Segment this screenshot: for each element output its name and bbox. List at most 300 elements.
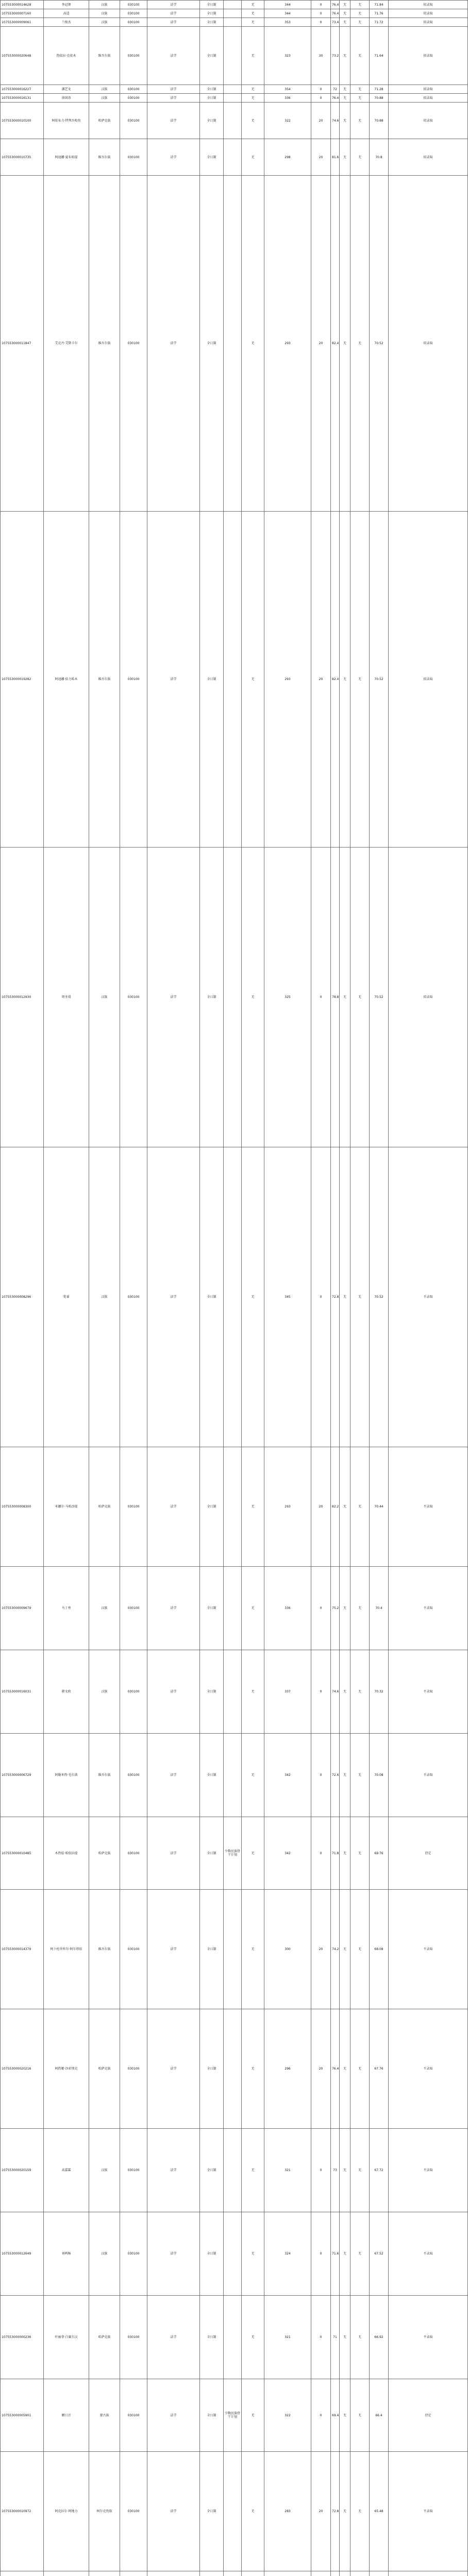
name-cell: 阿依布力·特列吾哈孜 [44,103,89,139]
major-name-cell: 法学 [147,2296,200,2379]
total-score-cell: 71.64 [370,27,389,85]
major-code-cell: 030100 [120,848,147,1147]
flag2-cell: 无 [350,2212,370,2296]
flag2-cell: 无 [350,2452,370,2571]
flag2-cell: 无 [350,103,370,139]
candidate-id-cell: 107553000016227 [1,85,44,94]
name-cell: 叶丽拿·白赛尔汉 [44,2296,89,2379]
flag1-cell: 无 [340,103,350,139]
flag2-cell: 无 [350,1650,370,1734]
retest-score-cell: 82.4 [331,176,340,512]
major-name-cell: 法学 [147,2009,200,2129]
total-score-cell: 66.4 [370,2379,389,2452]
flag2-cell: 无 [350,18,370,27]
study-mode-cell: 全日制 [200,1147,224,1447]
flag1-cell: 无 [340,1817,350,1890]
name-cell: 兰俊杰 [44,18,89,27]
table-row [1,85,468,94]
major-code-cell: 030100 [120,512,147,848]
table-body [1,1,468,2576]
total-score-cell: 65.48 [370,2452,389,2571]
initial-score-cell: 323 [264,27,311,85]
exempt-cell: 无 [242,1567,264,1650]
retest-score-cell: 78.8 [331,848,340,1147]
exempt-cell: 无 [242,1447,264,1567]
major-code-cell: 030100 [120,2212,147,2296]
bonus-cell: 20 [311,512,331,848]
ethnicity-cell: 哈萨克族 [89,2009,120,2129]
major-name-cell: 法学 [147,94,200,103]
study-mode-cell: 全日制 [200,1890,224,2009]
study-mode-cell: 全日制 [200,1447,224,1567]
special-plan-cell [224,1567,242,1650]
bonus-cell: 0 [311,2379,331,2452]
retest-score-cell: 76.4 [331,9,340,18]
status-cell: 拟录取 [389,176,468,512]
name-cell: 党睿 [44,1147,89,1447]
bonus-cell: 0 [311,2296,331,2379]
status-cell: 不录取 [389,1734,468,1817]
status-cell: 不录取 [389,2009,468,2129]
exempt-cell: 无 [242,2296,264,2379]
exempt-cell: 无 [242,94,264,103]
candidate-id-cell: 107553000010100 [1,103,44,139]
bonus-cell: 0 [311,848,331,1147]
major-name-cell: 法学 [147,1817,200,1890]
exempt-cell: 无 [242,176,264,512]
initial-score-cell: 283 [264,2452,311,2571]
table-row [1,27,468,85]
exempt-cell: 无 [242,1817,264,1890]
initial-score-cell: 337 [264,1650,311,1734]
bonus-cell: 0 [311,85,331,94]
initial-score-cell: 344 [264,9,311,18]
ethnicity-cell: 维吾尔族 [89,27,120,85]
status-cell: 拟录取 [389,1,468,9]
candidate-id-cell: 107553000012930 [1,848,44,1147]
status-cell: 不录取 [389,1650,468,1734]
initial-score-cell: 354 [264,85,311,94]
special-plan-cell [224,1,242,9]
bonus-cell: 20 [311,1447,331,1567]
table-row [1,1,468,9]
exempt-cell: 无 [242,139,264,176]
flag1-cell: 无 [340,1890,350,2009]
ethnicity-cell: 柯尔克孜族 [89,2452,120,2571]
major-name-cell: 法学 [147,2212,200,2296]
flag2-cell: 无 [350,94,370,103]
table-row [1,2129,468,2212]
ethnicity-cell: 汉族 [89,1567,120,1650]
ethnicity-cell: 维吾尔族 [89,139,120,176]
flag2-cell: 无 [350,1567,370,1650]
special-plan-cell: 少数民族骨干计划 [224,1817,242,1890]
special-plan-cell [224,1447,242,1567]
candidate-id-cell [1,2571,44,2576]
study-mode-cell: 全日制 [200,2212,224,2296]
flag2-cell: 无 [350,2009,370,2129]
major-name-cell: 法学 [147,1734,200,1817]
flag1-cell: 无 [340,2212,350,2296]
major-name-cell: 法学 [147,1,200,9]
flag2-cell: 无 [350,2379,370,2452]
exempt-cell: 无 [242,2379,264,2452]
flag2-cell: 无 [350,1447,370,1567]
retest-score-cell: 72.8 [331,1147,340,1447]
major-code-cell [120,2571,147,2576]
table-row [1,176,468,512]
major-name-cell: 法学 [147,848,200,1147]
retest-score-cell: 74.6 [331,103,340,139]
table-row [1,94,468,103]
major-code-cell: 030100 [120,1,147,9]
name-cell: 徐国涛 [44,94,89,103]
flag2-cell: 无 [350,512,370,848]
name-cell: 热依拉·克依木 [44,27,89,85]
study-mode-cell: 全日制 [200,18,224,27]
initial-score-cell: 293 [264,1447,311,1567]
study-mode-cell: 全日制 [200,2129,224,2212]
ethnicity-cell: 维吾尔族 [89,512,120,848]
exempt-cell: 无 [242,2129,264,2212]
candidate-id-cell: 107553000009061 [1,18,44,27]
initial-score-cell: 300 [264,1890,311,2009]
major-code-cell: 030100 [120,2452,147,2571]
study-mode-cell: 全日制 [200,176,224,512]
total-score-cell: 71.84 [370,1,389,9]
flag1-cell [340,2571,350,2576]
status-cell: 不录取 [389,1567,468,1650]
status-cell: 拟录取 [389,103,468,139]
flag1-cell: 无 [340,1447,350,1567]
name-cell [44,2571,89,2576]
status-cell: 不录取 [389,1147,468,1447]
study-mode-cell: 全日制 [200,103,224,139]
ethnicity-cell: 哈萨克族 [89,2296,120,2379]
study-mode-cell: 全日制 [200,94,224,103]
status-cell: 拟录取 [389,512,468,848]
special-plan-cell [224,18,242,27]
total-score-cell: 70.52 [370,1147,389,1447]
candidate-id-cell: 107553000005901 [1,2379,44,2452]
bonus-cell: 0 [311,1650,331,1734]
status-cell: 拟录取 [389,139,468,176]
ethnicity-cell: 汉族 [89,85,120,94]
flag1-cell: 无 [340,2129,350,2212]
study-mode-cell: 全日制 [200,2452,224,2571]
major-name-cell: 法学 [147,2452,200,2571]
bonus-cell: 0 [311,2212,331,2296]
bonus-cell: 0 [311,1817,331,1890]
study-mode-cell [200,2571,224,2576]
special-plan-cell [224,2452,242,2571]
flag2-cell: 无 [350,9,370,18]
name-cell: 木热依·哈依拉提 [44,1817,89,1890]
retest-score-cell: 69.4 [331,2379,340,2452]
study-mode-cell: 全日制 [200,512,224,848]
name-cell: 额日音 [44,2379,89,2452]
candidate-id-cell: 107553000010735 [1,139,44,176]
major-name-cell: 法学 [147,103,200,139]
special-plan-cell [224,9,242,18]
name-cell: 韩文政 [44,1650,89,1734]
candidate-id-cell: 107553000020159 [1,2129,44,2212]
special-plan-cell [224,1734,242,1817]
flag2-cell: 无 [350,176,370,512]
retest-score-cell: 76.4 [331,2009,340,2129]
special-plan-cell [224,103,242,139]
bonus-cell: 20 [311,139,331,176]
exempt-cell: 无 [242,1890,264,2009]
flag1-cell: 无 [340,2009,350,2129]
initial-score-cell: 325 [264,848,311,1147]
major-code-cell: 030100 [120,1890,147,2009]
flag1-cell: 无 [340,1567,350,1650]
bonus-cell: 20 [311,1890,331,2009]
initial-score-cell: 321 [264,2129,311,2212]
table-row [1,1447,468,1567]
flag1-cell: 无 [340,1650,350,1734]
major-name-cell: 法学 [147,1650,200,1734]
status-cell: 拟录取 [389,27,468,85]
initial-score-cell: 298 [264,139,311,176]
bonus-cell: 0 [311,1734,331,1817]
flag2-cell: 无 [350,85,370,94]
retest-score-cell: 76.4 [331,1,340,9]
table-row [1,139,468,176]
ethnicity-cell: 汉族 [89,1147,120,1447]
special-plan-cell: 少数民族骨干计划 [224,2379,242,2452]
status-cell [389,2571,468,2576]
special-plan-cell [224,2296,242,2379]
major-code-cell: 030100 [120,2379,147,2452]
retest-score-cell: 72.8 [331,2452,340,2571]
flag1-cell: 无 [340,1734,350,1817]
status-cell: 不录取 [389,1890,468,2009]
status-cell: 不录取 [389,2296,468,2379]
name-cell: 潘艺文 [44,85,89,94]
study-mode-cell: 全日制 [200,848,224,1147]
bonus-cell: 30 [311,27,331,85]
major-name-cell: 法学 [147,2129,200,2212]
study-mode-cell: 全日制 [200,2379,224,2452]
initial-score-cell: 293 [264,176,311,512]
total-score-cell: 70.52 [370,176,389,512]
status-cell: 拟录取 [389,18,468,27]
status-cell: 不录取 [389,2129,468,2212]
special-plan-cell [224,1890,242,2009]
exempt-cell [242,2571,264,2576]
ethnicity-cell: 哈萨克族 [89,103,120,139]
table-row [1,512,468,848]
retest-score-cell: 72 [331,85,340,94]
study-mode-cell: 全日制 [200,27,224,85]
flag1-cell: 无 [340,2379,350,2452]
table-row [1,2296,468,2379]
total-score-cell: 70.88 [370,103,389,139]
special-plan-cell [224,27,242,85]
flag2-cell: 无 [350,848,370,1147]
initial-score-cell: 296 [264,2009,311,2129]
table-row [1,9,468,18]
total-score-cell: 67.72 [370,2129,389,2212]
total-score-cell: 70.32 [370,1650,389,1734]
exempt-cell: 无 [242,848,264,1147]
exempt-cell: 无 [242,85,264,94]
table-row [1,1817,468,1890]
major-code-cell: 030100 [120,85,147,94]
special-plan-cell [224,1147,242,1447]
study-mode-cell: 全日制 [200,1734,224,1817]
candidate-id-cell: 107553000010972 [1,2452,44,2571]
retest-score-cell: 74.6 [331,1650,340,1734]
major-name-cell: 法学 [147,9,200,18]
initial-score-cell: 293 [264,512,311,848]
flag1-cell: 无 [340,27,350,85]
table-row [1,2212,468,2296]
bonus-cell: 0 [311,1147,331,1447]
major-name-cell: 法学 [147,1890,200,2009]
retest-score-cell: 73.2 [331,27,340,85]
flag2-cell: 无 [350,1147,370,1447]
flag2-cell: 无 [350,1817,370,1890]
ethnicity-cell: 汉族 [89,1650,120,1734]
retest-score-cell: 74.2 [331,1890,340,2009]
ethnicity-cell: 汉族 [89,9,120,18]
candidate-id-cell: 107553000007160 [1,9,44,18]
table-row [1,1734,468,1817]
flag1-cell: 无 [340,139,350,176]
initial-score-cell: 336 [264,94,311,103]
retest-score-cell: 82.4 [331,512,340,848]
status-cell: 拟录取 [389,9,468,18]
status-cell: 待定 [389,2379,468,2452]
special-plan-cell [224,512,242,848]
candidate-id-cell: 107553000006729 [1,1734,44,1817]
name-cell: 艾克丹·艾斯卡尔 [44,176,89,512]
special-plan-cell [224,848,242,1147]
major-name-cell: 法学 [147,176,200,512]
flag2-cell: 无 [350,2296,370,2379]
major-code-cell: 030100 [120,1817,147,1890]
bonus-cell: 20 [311,176,331,512]
special-plan-cell [224,1650,242,1734]
study-mode-cell: 全日制 [200,1650,224,1734]
flag2-cell: 无 [350,27,370,85]
name-cell: 阿热娅·沙彩别克 [44,2009,89,2129]
table-row [1,2379,468,2452]
status-cell: 拟录取 [389,94,468,103]
bonus-cell: 20 [311,2009,331,2129]
candidate-id-cell: 107553000014628 [1,1,44,9]
special-plan-cell [224,2009,242,2129]
special-plan-cell [224,94,242,103]
table-row [1,1650,468,1734]
initial-score-cell: 322 [264,103,311,139]
name-cell: 高适 [44,9,89,18]
name-cell: 周圣靖 [44,848,89,1147]
initial-score-cell: 321 [264,2296,311,2379]
bonus-cell: 0 [311,94,331,103]
candidate-id-cell: 107553000008300 [1,1447,44,1567]
name-cell: 阿迪娜·依力哈木 [44,512,89,848]
initial-score-cell: 336 [264,1567,311,1650]
total-score-cell: 67.76 [370,2009,389,2129]
candidate-id-cell: 107553000014379 [1,1890,44,2009]
bonus-cell [311,2571,331,2576]
candidate-id-cell: 107553000020216 [1,2009,44,2129]
major-code-cell: 030100 [120,1734,147,1817]
initial-score-cell: 324 [264,2212,311,2296]
ethnicity-cell: 维吾尔族 [89,176,120,512]
major-name-cell: 法学 [147,1147,200,1447]
table-row [1,2452,468,2571]
special-plan-cell [224,2129,242,2212]
total-score-cell: 69.76 [370,1817,389,1890]
table-row [1,18,468,27]
flag1-cell: 无 [340,9,350,18]
candidate-id-cell: 107553000016131 [1,94,44,103]
exempt-cell: 无 [242,2452,264,2571]
candidate-id-cell: 107553000019282 [1,512,44,848]
major-code-cell: 030100 [120,18,147,27]
special-plan-cell [224,176,242,512]
bonus-cell: 0 [311,1567,331,1650]
table-row [1,2009,468,2129]
name-cell: 阿卜杜许库尔·阿尔塔依 [44,1890,89,2009]
flag2-cell: 无 [350,139,370,176]
initial-score-cell: 342 [264,1734,311,1817]
major-code-cell: 030100 [120,1147,147,1447]
major-name-cell: 法学 [147,139,200,176]
retest-score-cell: 81.6 [331,139,340,176]
status-cell: 待定 [389,1817,468,1890]
ethnicity-cell: 汉族 [89,94,120,103]
table-row [1,1147,468,1447]
status-cell: 不录取 [389,1447,468,1567]
table-row [1,1890,468,2009]
total-score-cell: 68.08 [370,1890,389,2009]
initial-score-cell: 342 [264,1817,311,1890]
major-code-cell: 030100 [120,2296,147,2379]
candidate-id-cell: 107553000008296 [1,1147,44,1447]
major-name-cell: 法学 [147,18,200,27]
flag1-cell: 无 [340,94,350,103]
exempt-cell: 无 [242,1734,264,1817]
exempt-cell: 无 [242,103,264,139]
retest-score-cell: 71 [331,2296,340,2379]
flag1-cell: 无 [340,2452,350,2571]
table-row [1,2571,468,2576]
retest-score-cell: 72.6 [331,1734,340,1817]
ethnicity-cell: 哈萨克族 [89,1817,120,1890]
total-score-cell: 70.08 [370,1734,389,1817]
exempt-cell: 无 [242,2212,264,2296]
special-plan-cell [224,2571,242,2576]
name-cell: 阿勒米热·毛尔洪 [44,1734,89,1817]
major-code-cell: 030100 [120,139,147,176]
total-score-cell: 70.8 [370,139,389,176]
candidate-id-cell: 107553000011847 [1,176,44,512]
total-score-cell: 70.52 [370,848,389,1147]
major-name-cell: 法学 [147,1447,200,1567]
exempt-cell: 无 [242,18,264,27]
flag2-cell: 无 [350,2129,370,2212]
flag1-cell: 无 [340,1,350,9]
candidate-id-cell: 107553000009679 [1,1567,44,1650]
table-row [1,103,468,139]
major-name-cell: 法学 [147,512,200,848]
